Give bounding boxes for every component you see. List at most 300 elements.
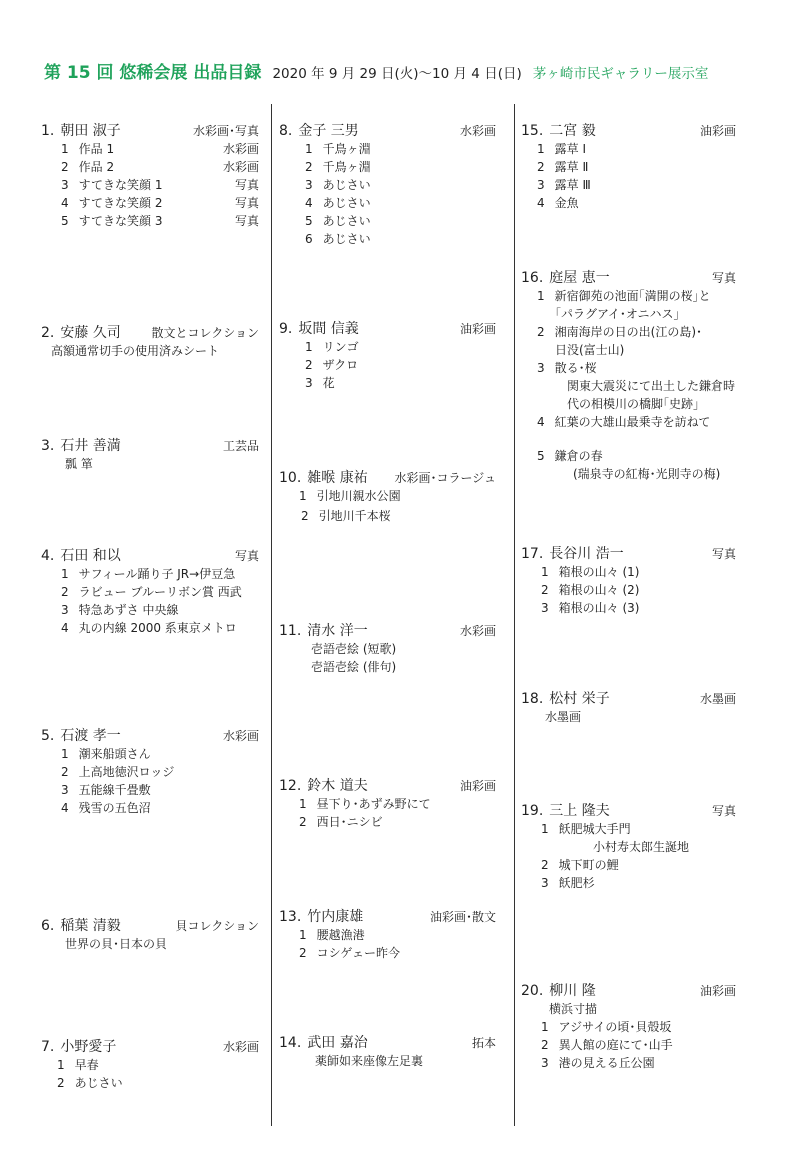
- entry-number: 3.: [41, 438, 55, 454]
- artwork-title: 早春: [74, 1058, 99, 1072]
- artwork-title: 城下町の鯉: [558, 858, 619, 872]
- artist-name: 竹内康雄: [307, 909, 364, 925]
- artwork-title: すてきな笑顔 3: [78, 214, 163, 228]
- artwork-item: [279, 640, 496, 658]
- artwork-item: [279, 374, 496, 392]
- entry-number: 2.: [41, 325, 55, 341]
- artist-name: 二宮 毅: [549, 123, 596, 139]
- entry-number: 5.: [41, 728, 55, 744]
- artist-entry: [521, 688, 736, 726]
- artwork-line: [305, 140, 371, 157]
- entry-medium: 写真: [234, 549, 259, 563]
- artwork-title: 露草 Ⅰ: [554, 142, 586, 156]
- artist-entry: [521, 120, 736, 212]
- artwork-title: 作品 2: [78, 160, 115, 174]
- artist-entry: [279, 620, 496, 676]
- artwork-title: 水墨画: [545, 710, 582, 724]
- artist-name: 清水 洋一: [307, 623, 368, 639]
- artist-name: 長谷川 浩一: [549, 546, 624, 562]
- artwork-title: すてきな笑顔 2: [78, 196, 163, 210]
- artwork-line: [541, 1036, 673, 1053]
- entry-header: [279, 906, 496, 926]
- artwork-item: [521, 856, 736, 874]
- artwork-title: すてきな笑顔 1: [78, 178, 163, 192]
- entry-header: [41, 435, 259, 455]
- artwork-title: あじさい: [322, 178, 371, 192]
- artwork-item: [41, 342, 259, 360]
- artwork-line: [299, 795, 431, 812]
- artwork-item: [521, 377, 736, 395]
- entry-medium: 水彩画･写真: [192, 124, 259, 138]
- entry-header: [41, 322, 259, 342]
- artwork-item: [279, 158, 496, 176]
- artwork-number: 3: [541, 601, 549, 615]
- artwork-title: 瓢 箪: [65, 457, 93, 471]
- artwork-number: 2: [541, 583, 549, 597]
- entry-medium: 水墨画: [699, 692, 736, 706]
- entry-header: [41, 915, 259, 935]
- entry-header: [521, 980, 736, 1000]
- artwork-title: あじさい: [322, 196, 371, 210]
- entry-medium: 油彩画: [699, 984, 736, 998]
- artwork-item: [41, 194, 259, 212]
- entry-header: [521, 267, 736, 287]
- artwork-number: 3: [537, 361, 545, 375]
- artwork-line: [537, 323, 702, 340]
- artwork-number: 2: [541, 1038, 549, 1052]
- artwork-number: 4: [61, 196, 69, 210]
- artwork-item: [279, 795, 496, 813]
- artwork-title: あじさい: [322, 232, 371, 246]
- artwork-title: 壱語壱絵 (俳句): [311, 660, 397, 674]
- artwork-line: [299, 813, 383, 830]
- artwork-number: 2: [537, 160, 545, 174]
- artwork-number: 1: [61, 747, 69, 761]
- artwork-item: [41, 158, 259, 176]
- artwork-line: [61, 565, 235, 582]
- artwork-number: 5: [61, 214, 69, 228]
- artwork-item: [41, 176, 259, 194]
- artist-entry: [41, 435, 259, 473]
- entry-number: 13.: [279, 909, 302, 925]
- artwork-number: 3: [541, 876, 549, 890]
- artwork-number: 1: [537, 289, 545, 303]
- artwork-item: [41, 763, 259, 781]
- artwork-number: 3: [541, 1056, 549, 1070]
- artwork-item: [521, 359, 736, 377]
- artwork-item: [521, 395, 736, 413]
- artist-entry: [279, 906, 496, 962]
- artwork-number: 2: [61, 585, 69, 599]
- artwork-item: [279, 338, 496, 356]
- artist-entry: [41, 322, 259, 360]
- artist-name: 鈴木 道夫: [307, 778, 368, 794]
- artist-entry: [41, 120, 259, 230]
- artwork-line: [537, 194, 579, 211]
- artwork-item: [279, 356, 496, 374]
- artist-name: 三上 隆夫: [549, 803, 610, 819]
- artwork-item: [521, 158, 736, 176]
- artwork-line: [61, 763, 174, 780]
- artwork-title: 壱語壱絵 (短歌): [311, 642, 397, 656]
- artwork-line: [61, 176, 162, 193]
- entry-number: 12.: [279, 778, 302, 794]
- artwork-line: [541, 599, 639, 616]
- exhibition-venue: 茅ヶ崎市民ギャラリー展示室: [532, 66, 709, 82]
- artwork-number: 2: [57, 1076, 65, 1090]
- artwork-item: [279, 813, 496, 831]
- artwork-number: 1: [299, 928, 307, 942]
- artwork-item: [279, 487, 496, 505]
- artwork-line: [51, 342, 219, 359]
- artwork-number: 4: [537, 196, 545, 210]
- artwork-number: 1: [61, 567, 69, 581]
- artwork-item: [521, 194, 736, 212]
- artist-name-line: [41, 322, 121, 342]
- artwork-item: [521, 1018, 736, 1036]
- artwork-number: 1: [541, 565, 549, 579]
- artwork-title: 薬師如来座像左足裏: [315, 1054, 424, 1068]
- artwork-number: 2: [305, 160, 313, 174]
- artwork-item: [521, 305, 736, 323]
- artwork-item: [521, 1036, 736, 1054]
- entry-medium: 水彩画: [222, 1040, 259, 1054]
- artist-name-line: [279, 467, 368, 487]
- artwork-line: [311, 640, 396, 657]
- artwork-line: [541, 581, 639, 598]
- page-header: [44, 58, 764, 83]
- artwork-number: 2: [541, 858, 549, 872]
- artwork-item: [41, 619, 259, 637]
- entry-header: [521, 800, 736, 820]
- artwork-line: [305, 158, 371, 175]
- artwork-title: 露草 Ⅱ: [554, 160, 589, 174]
- entry-header: [41, 1036, 259, 1056]
- entry-medium: 油彩画: [699, 124, 736, 138]
- artist-name-line: [41, 120, 121, 140]
- entry-medium: 油彩画: [459, 322, 496, 336]
- artist-entry: [521, 800, 736, 892]
- artwork-item: [41, 140, 259, 158]
- artwork-title: (瑞泉寺の紅梅･光則寺の梅): [573, 467, 721, 481]
- artwork-medium: 写真: [234, 178, 259, 192]
- artwork-line: [61, 583, 242, 600]
- artwork-item: [521, 176, 736, 194]
- artist-name: 金子 三男: [298, 123, 359, 139]
- artwork-number: 5: [537, 449, 545, 463]
- artwork-item: [279, 194, 496, 212]
- entry-number: 14.: [279, 1035, 302, 1051]
- artwork-title: 日没(富士山): [555, 343, 625, 357]
- artwork-line: [57, 1074, 123, 1091]
- artwork-line: [61, 212, 162, 229]
- artist-name-line: [521, 120, 596, 140]
- artwork-line: [61, 799, 151, 816]
- artwork-line: [537, 359, 597, 376]
- artwork-item: [521, 563, 736, 581]
- column-divider: [271, 104, 272, 1126]
- artwork-number: 3: [61, 178, 69, 192]
- artwork-item: [521, 820, 736, 838]
- artwork-medium: 水彩画: [222, 160, 259, 174]
- artist-name: 石田 和以: [60, 548, 121, 564]
- exhibition-dates: 2020 年 9 月 29 日(火)～10 月 4 日(日): [272, 66, 522, 82]
- artist-name-line: [279, 906, 363, 926]
- artwork-title: 港の見える丘公園: [558, 1056, 655, 1070]
- artwork-number: 1: [299, 489, 307, 503]
- artwork-item: [279, 658, 496, 676]
- artwork-title: 西日･ニシビ: [316, 815, 383, 829]
- artist-entry: [279, 467, 496, 525]
- artwork-number: 3: [305, 376, 313, 390]
- entry-header: [279, 1032, 496, 1052]
- entry-number: 11.: [279, 623, 302, 639]
- artwork-title: 小村寿太郎生誕地: [593, 840, 690, 854]
- artwork-number: 2: [299, 815, 307, 829]
- entry-medium: 拓本: [471, 1036, 496, 1050]
- entry-medium: 油彩画: [459, 779, 496, 793]
- artwork-line: [541, 856, 619, 873]
- entry-header: [279, 620, 496, 640]
- artwork-number: 4: [305, 196, 313, 210]
- artwork-item: [521, 1000, 736, 1018]
- artwork-title: 丸の内線 2000 系東京メトロ: [78, 621, 237, 635]
- artist-name-line: [41, 435, 121, 455]
- artist-entry: [279, 1032, 496, 1070]
- artwork-line: [301, 507, 391, 524]
- column-divider: [514, 104, 515, 1126]
- artwork-item: [521, 140, 736, 158]
- artwork-item: [279, 176, 496, 194]
- artwork-number: 1: [57, 1058, 65, 1072]
- artwork-title: 箱根の山々 (3): [558, 601, 640, 615]
- artist-name-line: [521, 688, 610, 708]
- artwork-item: [41, 745, 259, 763]
- artwork-title: 五能線千畳敷: [78, 783, 151, 797]
- artwork-item: [279, 507, 496, 525]
- artwork-line: [541, 820, 631, 837]
- artwork-line: [61, 158, 114, 175]
- artist-name-line: [521, 800, 610, 820]
- entry-number: 19.: [521, 803, 544, 819]
- artwork-number: 2: [61, 765, 69, 779]
- entry-number: 10.: [279, 470, 302, 486]
- artist-name: 雑喉 康祐: [307, 470, 368, 486]
- artwork-title: 新宿御苑の池面｢満開の桜｣と: [554, 289, 711, 303]
- artist-entry: [41, 915, 259, 953]
- artwork-title: 紅葉の大雄山最乗寺を訪ねて: [554, 415, 711, 429]
- artwork-item: [279, 230, 496, 248]
- artwork-item: [521, 581, 736, 599]
- entry-number: 20.: [521, 983, 544, 999]
- artwork-number: 4: [537, 415, 545, 429]
- entry-number: 4.: [41, 548, 55, 564]
- artwork-item: [41, 583, 259, 601]
- artwork-item: [521, 341, 736, 359]
- artwork-title: 金魚: [554, 196, 579, 210]
- artwork-line: [537, 158, 588, 175]
- artwork-line: [305, 230, 371, 247]
- artist-name: 石井 善満: [60, 438, 121, 454]
- artwork-line: [61, 140, 114, 157]
- artist-name: 稲葉 清毅: [60, 918, 121, 934]
- artwork-item: [279, 1052, 496, 1070]
- entry-number: 8.: [279, 123, 293, 139]
- entry-number: 9.: [279, 321, 293, 337]
- artwork-number: 3: [61, 783, 69, 797]
- artwork-number: 1: [305, 340, 313, 354]
- entry-number: 1.: [41, 123, 55, 139]
- artwork-title: 飫肥杉: [558, 876, 595, 890]
- entry-header: [41, 725, 259, 745]
- entry-header: [279, 467, 496, 487]
- artwork-title: 湘南海岸の日の出(江の島)･: [554, 325, 703, 339]
- artwork-title: ラビュー ブルーリボン賞 西武: [78, 585, 242, 599]
- entry-header: [521, 688, 736, 708]
- artwork-line: [299, 487, 401, 504]
- artist-entry: [279, 775, 496, 831]
- artwork-line: [567, 377, 735, 394]
- artwork-title: 箱根の山々 (1): [558, 565, 640, 579]
- artist-name-line: [41, 1036, 116, 1056]
- artwork-number: 2: [61, 160, 69, 174]
- artwork-item: [279, 212, 496, 230]
- artwork-item: [41, 455, 259, 473]
- artwork-number: 6: [305, 232, 313, 246]
- artwork-title: 散る･桜: [554, 361, 597, 375]
- artwork-number: 2: [299, 946, 307, 960]
- artwork-line: [305, 356, 358, 373]
- artwork-item: [521, 465, 736, 483]
- artist-name: 庭屋 恵一: [549, 270, 610, 286]
- artist-entry: [41, 545, 259, 637]
- artist-name-line: [41, 725, 121, 745]
- artwork-item: [521, 874, 736, 892]
- artist-name: 石渡 孝一: [60, 728, 121, 744]
- entry-medium: 水彩画: [459, 124, 496, 138]
- artwork-title: 世界の貝･日本の貝: [65, 937, 168, 951]
- artwork-item: [41, 935, 259, 953]
- artwork-title: 鎌倉の春: [554, 449, 603, 463]
- artist-name: 坂間 信義: [298, 321, 359, 337]
- entry-header: [41, 545, 259, 565]
- artwork-title: 箱根の山々 (2): [558, 583, 640, 597]
- artist-name-line: [279, 775, 368, 795]
- artwork-number: 3: [537, 178, 545, 192]
- artwork-line: [549, 1000, 597, 1017]
- artwork-item: [521, 1054, 736, 1072]
- artwork-line: [537, 413, 710, 430]
- artist-name-line: [521, 267, 610, 287]
- artwork-line: [537, 140, 586, 157]
- entry-number: 17.: [521, 546, 544, 562]
- artwork-title: アジサイの頃･貝殻坂: [558, 1020, 672, 1034]
- entry-header: [521, 120, 736, 140]
- artwork-title: 引地川千本桜: [318, 509, 391, 523]
- artwork-line: [57, 1056, 99, 1073]
- entry-medium: 水彩画･コラージュ: [394, 471, 496, 485]
- artist-name: 小野愛子: [60, 1039, 117, 1055]
- artwork-title: 潮来船頭さん: [78, 747, 151, 761]
- artwork-item: [521, 287, 736, 305]
- artwork-title: 花: [322, 376, 335, 390]
- artwork-line: [541, 874, 595, 891]
- artwork-line: [311, 658, 396, 675]
- artwork-number: 2: [537, 325, 545, 339]
- artist-entry: [521, 267, 736, 483]
- artwork-number: 3: [305, 178, 313, 192]
- artist-name: 安藤 久司: [60, 325, 121, 341]
- artwork-title: 代の相模川の橋脚｢史跡｣: [567, 397, 700, 411]
- artwork-line: [555, 305, 679, 322]
- artwork-title: 高額通常切手の使用済みシート: [51, 344, 220, 358]
- artist-name-line: [279, 318, 359, 338]
- entry-header: [279, 120, 496, 140]
- entry-number: 6.: [41, 918, 55, 934]
- artist-entry: [521, 543, 736, 617]
- artwork-line: [593, 838, 689, 855]
- artwork-item: [521, 323, 736, 341]
- entry-number: 16.: [521, 270, 544, 286]
- artist-entry: [521, 980, 736, 1072]
- artwork-item: [41, 781, 259, 799]
- artist-entry: [279, 120, 496, 248]
- artwork-number: 1: [541, 822, 549, 836]
- entry-number: 18.: [521, 691, 544, 707]
- entry-medium: 水彩画: [459, 624, 496, 638]
- artwork-item: [521, 708, 736, 726]
- artwork-title: ザクロ: [322, 358, 359, 372]
- artist-name: 柳川 隆: [549, 983, 596, 999]
- artwork-number: 2: [301, 509, 309, 523]
- artist-name: 松村 栄子: [549, 691, 610, 707]
- artwork-title: 特急あずさ 中央線: [78, 603, 179, 617]
- entry-medium: 水彩画: [222, 729, 259, 743]
- artwork-item: [41, 565, 259, 583]
- artist-entry: [41, 725, 259, 817]
- artwork-title: 昼下り･あずみ野にて: [316, 797, 431, 811]
- artist-name-line: [41, 545, 121, 565]
- artwork-line: [61, 194, 162, 211]
- entry-medium: 写真: [711, 271, 736, 285]
- artwork-item: [521, 599, 736, 617]
- artwork-title: サフィール踊り子 JR→伊豆急: [78, 567, 236, 581]
- artwork-medium: 水彩画: [222, 142, 259, 156]
- artwork-title: 横浜寸描: [549, 1002, 598, 1016]
- artwork-line: [541, 563, 639, 580]
- artwork-title: 残雪の五色沼: [78, 801, 151, 815]
- artwork-item: [279, 944, 496, 962]
- artwork-title: 関東大震災にて出土した鎌倉時: [567, 379, 736, 393]
- artwork-title: 飫肥城大手門: [558, 822, 631, 836]
- artwork-line: [305, 338, 359, 355]
- artwork-item: [521, 838, 736, 856]
- artwork-line: [61, 601, 178, 618]
- artwork-title: 千鳥ヶ淵: [322, 142, 371, 156]
- artwork-line: [541, 1018, 671, 1035]
- exhibition-title: 第 15 回 悠稀会展 出品目録: [44, 63, 262, 83]
- artwork-line: [541, 1054, 655, 1071]
- artwork-line: [545, 708, 581, 725]
- artwork-medium: 写真: [234, 196, 259, 210]
- artwork-line: [555, 341, 624, 358]
- artist-name-line: [41, 915, 121, 935]
- artwork-item: [41, 212, 259, 230]
- entry-medium: 写真: [711, 804, 736, 818]
- artwork-title: 上高地徳沢ロッジ: [78, 765, 175, 779]
- artwork-line: [315, 1052, 423, 1069]
- artwork-item: [41, 1056, 259, 1074]
